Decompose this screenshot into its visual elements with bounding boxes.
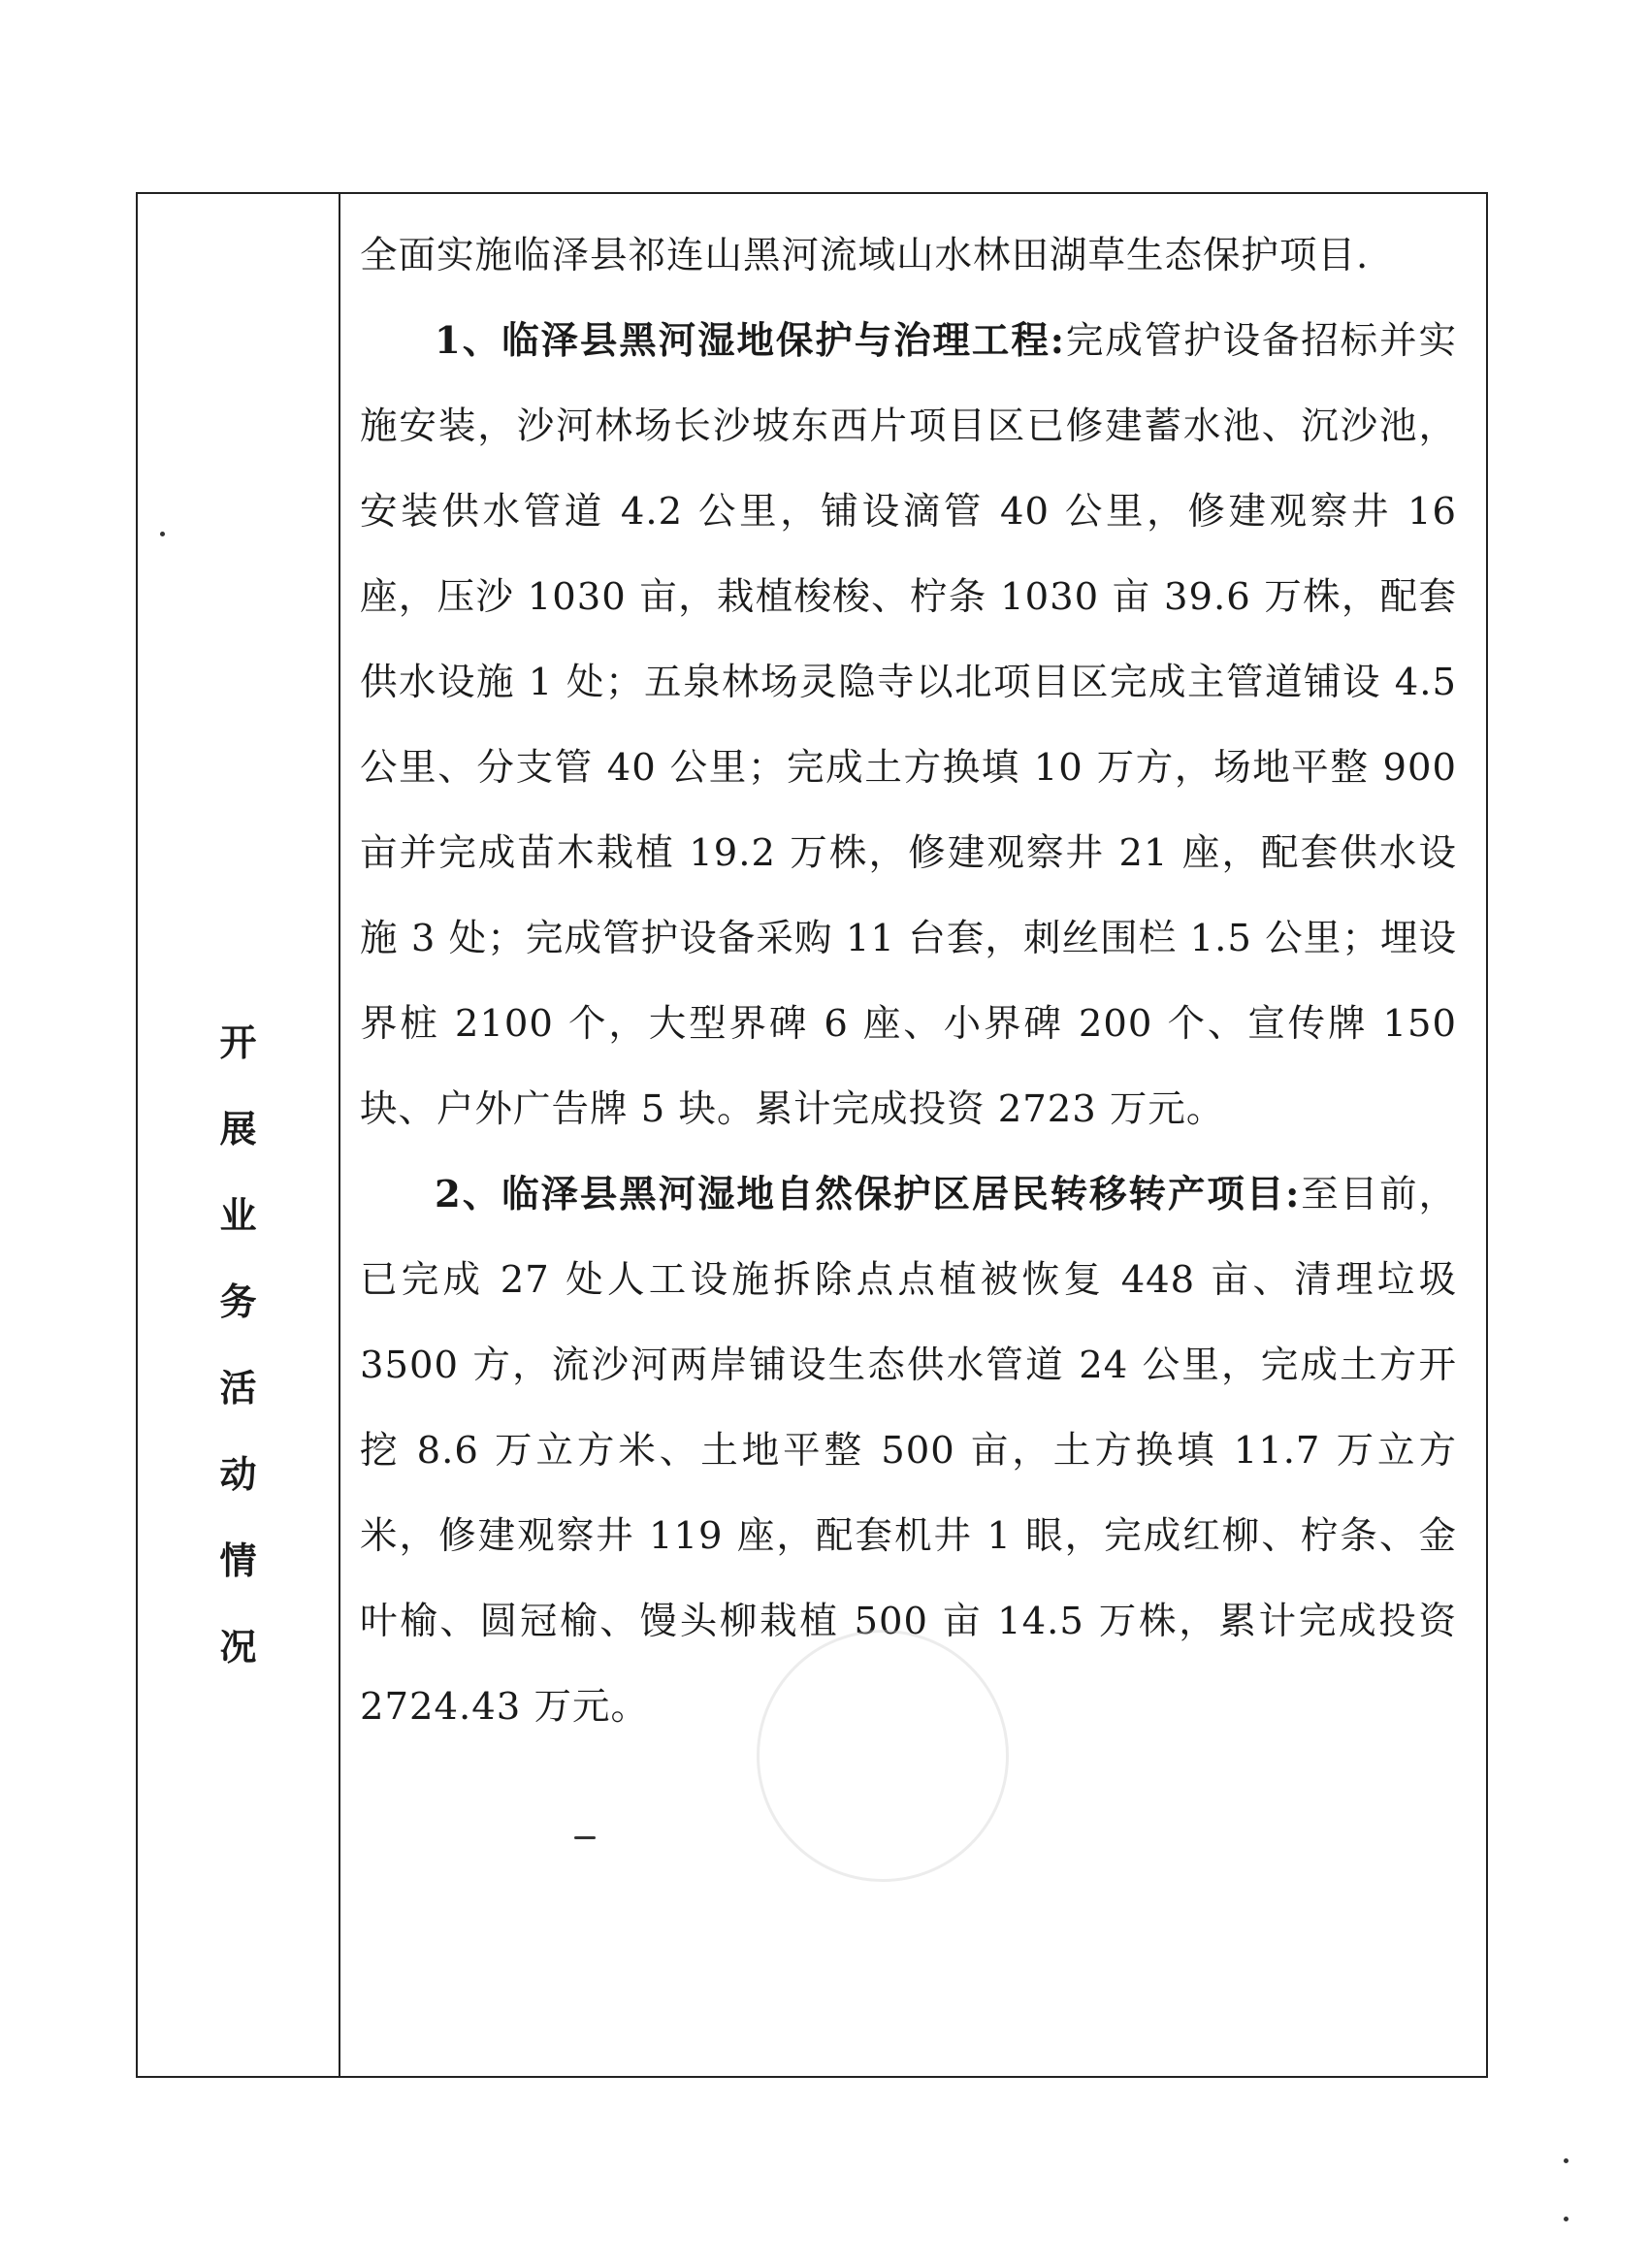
item2-body: 至目前，已完成 27 处人工设施拆除点点植被恢复 448 亩、清理垃圾 3500 方，流沙河两岸铺设生态供水管道 24 公里，完成土方开挖 8.6 万立方米、土地平整 500 亩，土方换填 11.7 万立方米，修建观察井 119 座，配套机井 1 眼，完成红柳、柠条、金叶榆、圆冠榆、馒头柳栽植 500 亩 14.5 万株，累计完成投资 2724.43 万元。 [360,1173,1457,1729]
label-char: 业 [219,1193,257,1237]
label-char: 情 [219,1539,257,1582]
label-char: 务 [219,1280,257,1323]
scan-speck [160,532,165,536]
label-char: 动 [219,1452,257,1496]
label-char: 况 [219,1625,257,1669]
intro-paragraph: 全面实施临泽县祁连山黑河流域山水林田湖草生态保护项目. [360,234,1370,277]
label-char: 展 [219,1107,257,1150]
label-char: 活 [219,1366,257,1409]
label-char: 开 [219,1021,257,1064]
label-column [138,194,340,2076]
faint-stamp [757,1630,1009,1882]
scan-speck [1564,2158,1568,2163]
item1-heading: 1、临泽县黑河湿地保护与治理工程: [435,319,1065,363]
row-label [138,999,339,1690]
item1-paragraph [360,299,1457,1152]
scan-speck [574,1836,596,1839]
item2-heading: 2、临泽县黑河湿地自然保护区居民转移转产项目: [435,1173,1301,1216]
item1-body: 完成管护设备招标并实施安装，沙河林场长沙坡东西片项目区已修建蓄水池、沉沙池，安装供水管道 4.2 公里，铺设滴管 40 公里，修建观察井 16 座，压沙 1030 亩，栽植梭梭、柠条 1030 亩 39.6 万株，配套供水设施 1 处；五泉林场灵隐寺以北项目区完成主管道铺设 4.5 公里、分支管 40 公里；完成土方换填 10 万方，场地平整 900 亩并完成苗木栽植 19.2 万株，修建观察井 21 座，配套供水设施 3 处；完成管护设备采购 11 台套，刺丝围栏 1.5 公里；埋设界桩 2100 个，大型界碑 6 座、小界碑 200 个、宣传牌 150 块、户外广告牌 5 块。累计完成投资 2723 万元。 [360,319,1457,1131]
scan-speck [1564,2217,1568,2221]
